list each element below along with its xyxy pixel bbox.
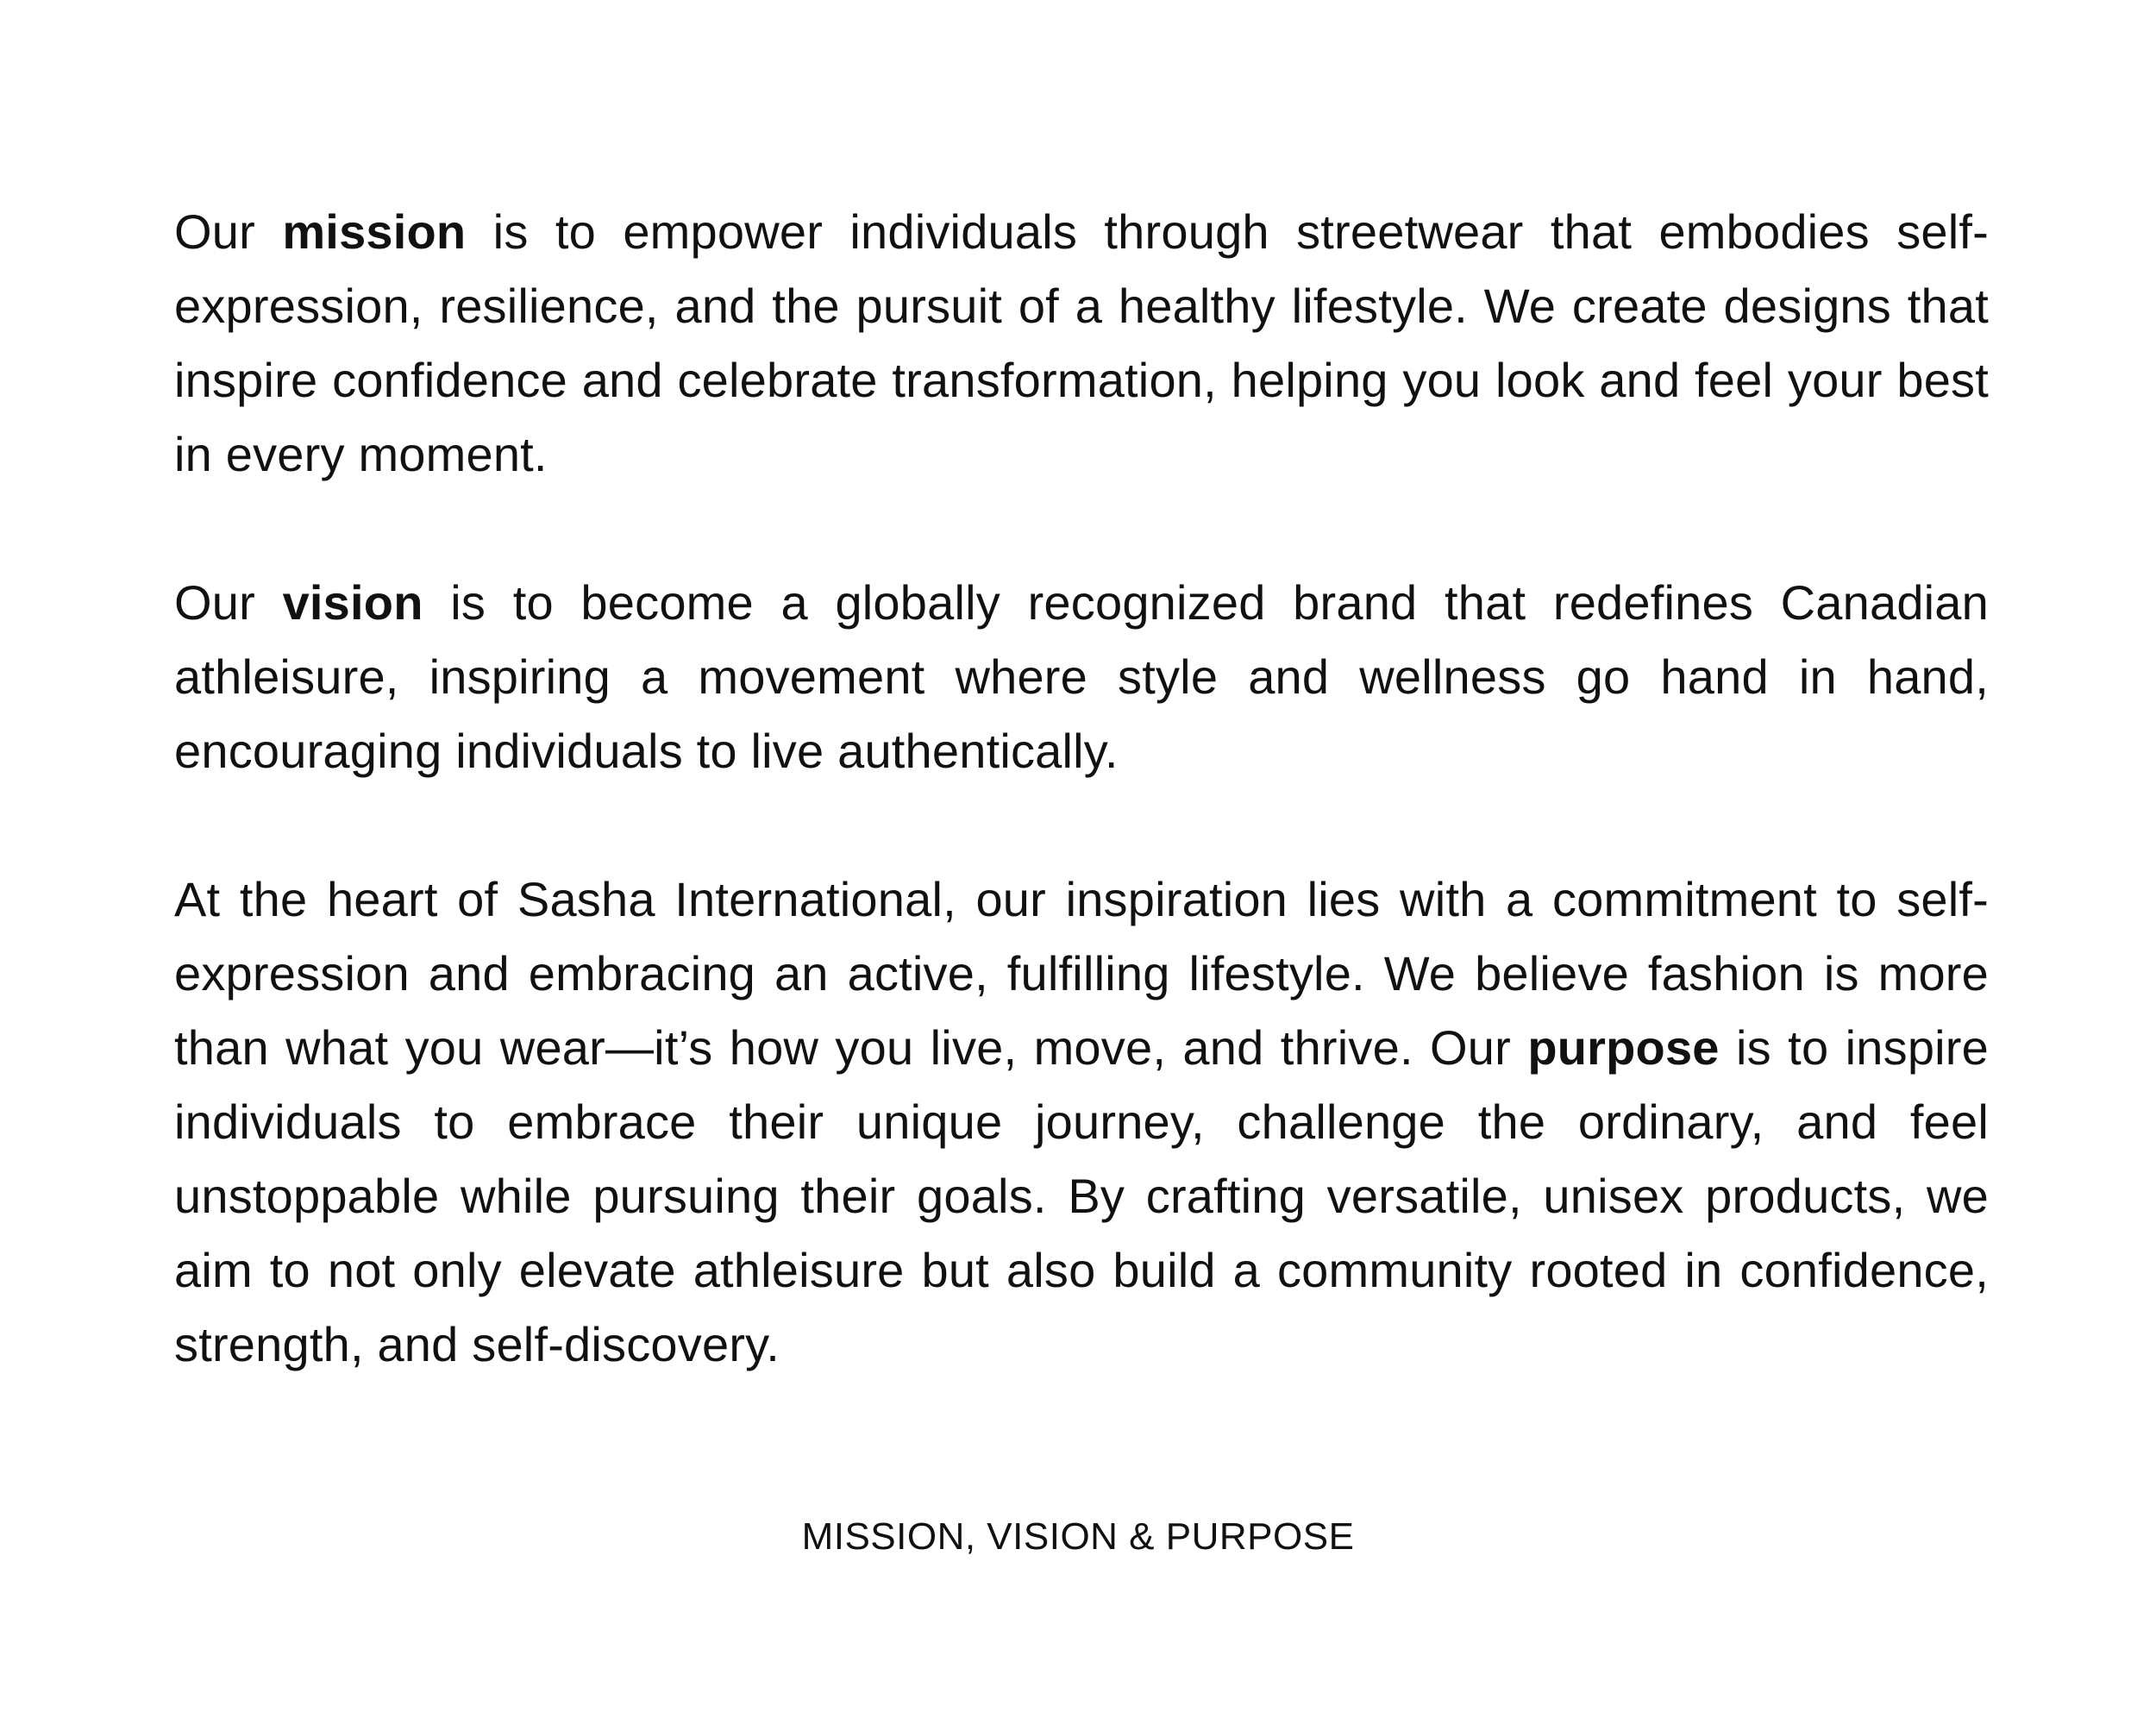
- page-footer-title: MISSION, VISION & PURPOSE: [801, 1515, 1355, 1558]
- mission-keyword: mission: [282, 204, 467, 259]
- vision-lead: Our: [174, 575, 283, 630]
- purpose-paragraph: [174, 862, 1989, 1382]
- vision-keyword: vision: [282, 575, 423, 630]
- mission-lead: Our: [174, 204, 283, 259]
- mission-text: is to empower individuals through streetwear that embodies self-expression, resilience, and the pursuit of a healthy lifestyle. We create designs that inspire confidence and celebrate transformation, helping you look and feel your best in every moment.: [174, 204, 1989, 481]
- mission-paragraph: [174, 195, 1989, 492]
- purpose-text: is to inspire individuals to embrace their unique journey, challenge the ordinary, and feel unstoppable while pursuing their goals. By crafting versatile, unisex products, we aim to not only elevate athleisure but also build a community rooted in confidence, strength, and self-discovery.: [174, 1020, 1989, 1371]
- purpose-keyword: purpose: [1527, 1020, 1720, 1075]
- statement-body: [174, 195, 1989, 1382]
- purpose-lead: At the heart of Sasha International, our inspiration lies with a commitment to self-expression and embracing an active, fulfilling lifestyle. We believe fashion is more than what you wear—it’s how you live, move, and thrive. Our: [174, 872, 1989, 1075]
- vision-text: is to become a globally recognized brand that redefines Canadian athleisure, inspiring a movement where style and wellness go hand in hand, encouraging individuals to live authentically.: [174, 575, 1989, 778]
- vision-paragraph: [174, 566, 1989, 788]
